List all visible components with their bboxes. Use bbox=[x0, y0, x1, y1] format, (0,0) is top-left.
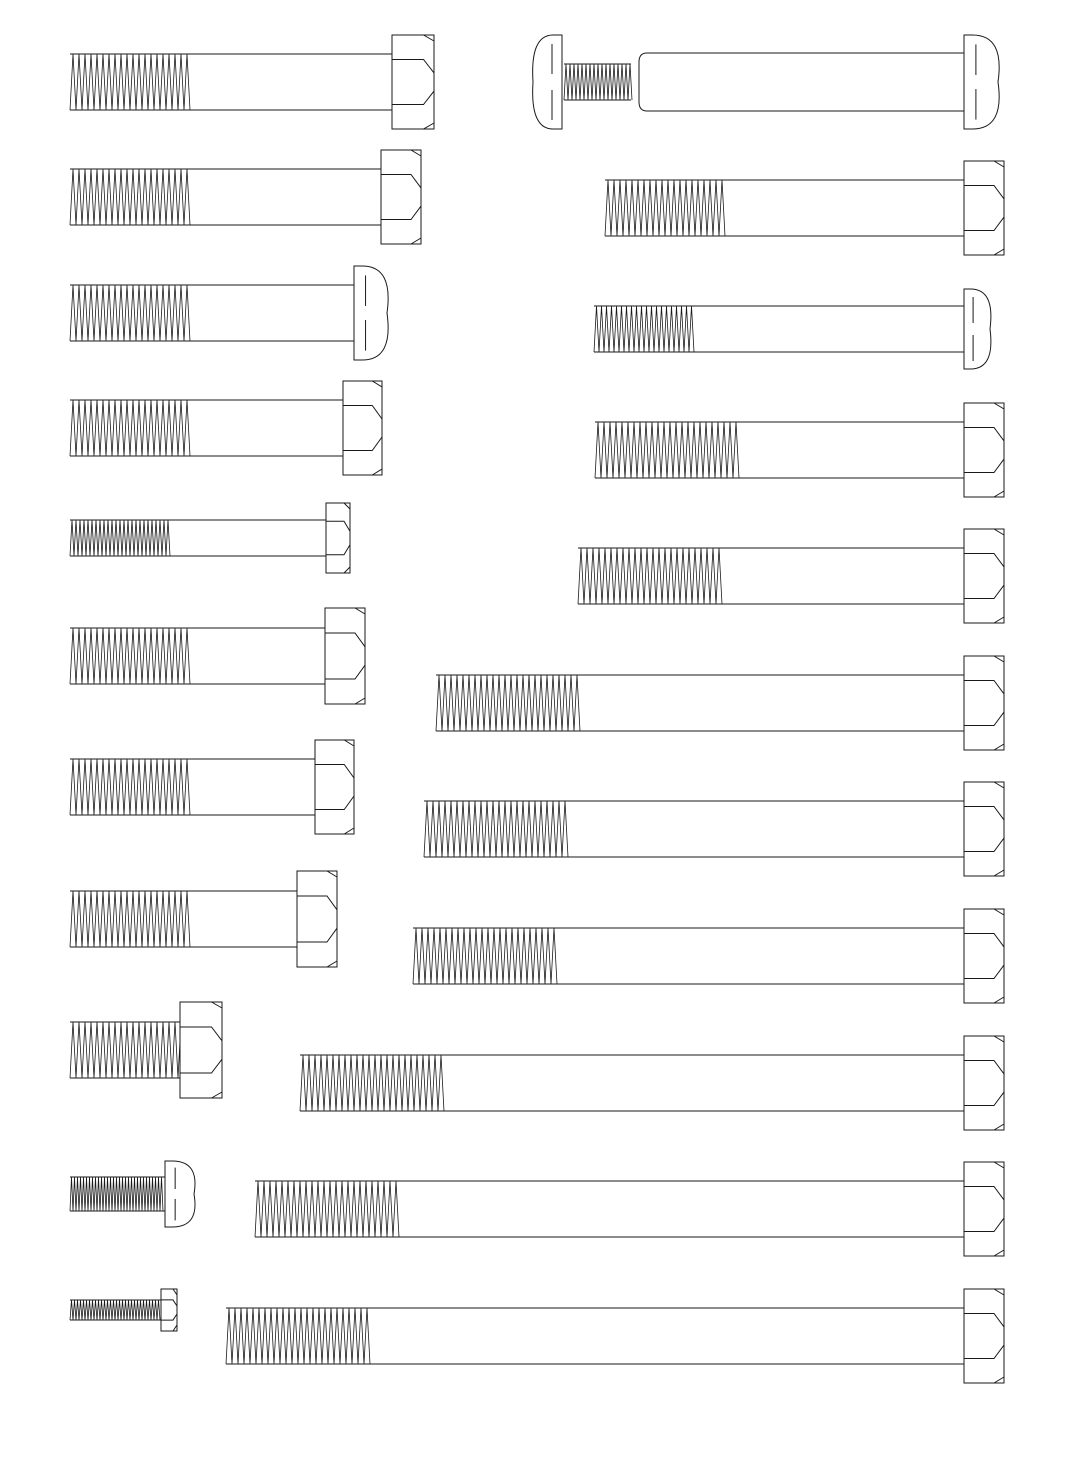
bolt-R11 bbox=[226, 1289, 1004, 1383]
hex-head-icon bbox=[964, 782, 1004, 876]
bolt-L8 bbox=[70, 871, 337, 967]
round-head-icon bbox=[354, 266, 388, 360]
hex-head-icon bbox=[964, 909, 1004, 1003]
hex-head-icon bbox=[964, 1289, 1004, 1383]
hex-head-icon bbox=[326, 503, 350, 573]
hex-head-icon bbox=[964, 1162, 1004, 1256]
hex-head-icon bbox=[964, 529, 1004, 623]
hex-head-icon bbox=[392, 35, 434, 129]
hex-head-icon bbox=[964, 656, 1004, 750]
bolt-L11 bbox=[70, 1289, 177, 1331]
hex-head-icon bbox=[964, 161, 1004, 255]
bolt-R1 bbox=[533, 35, 1000, 129]
round-head-icon bbox=[964, 289, 991, 369]
hex-head-icon bbox=[381, 150, 421, 244]
bolt-R4 bbox=[595, 403, 1004, 497]
round-head-icon bbox=[165, 1161, 195, 1227]
bolt-L7 bbox=[70, 740, 354, 834]
bolt-L3 bbox=[70, 266, 388, 360]
bolt-L6 bbox=[70, 608, 365, 704]
bolt-R6 bbox=[436, 656, 1004, 750]
bolt-L4 bbox=[70, 381, 382, 475]
hex-head-icon bbox=[964, 1036, 1004, 1130]
hex-head-icon bbox=[297, 871, 337, 967]
bolt-R5 bbox=[578, 529, 1004, 623]
hex-head-icon bbox=[161, 1289, 177, 1331]
bolt-L1 bbox=[70, 35, 434, 129]
bolt-R10 bbox=[255, 1162, 1004, 1256]
hex-head-icon bbox=[964, 403, 1004, 497]
bolt-R3 bbox=[594, 289, 991, 369]
bolt-R9 bbox=[300, 1036, 1004, 1130]
round-head-icon bbox=[964, 35, 999, 129]
hex-head-icon bbox=[325, 608, 365, 704]
bolt-L9 bbox=[70, 1002, 222, 1098]
hex-head-icon bbox=[315, 740, 354, 834]
hex-head-icon bbox=[180, 1002, 222, 1098]
bolt-R7 bbox=[424, 782, 1004, 876]
bolt-R8 bbox=[413, 909, 1004, 1003]
bolt-L2 bbox=[70, 150, 421, 244]
bolt-L5 bbox=[70, 503, 350, 573]
bolt-R2 bbox=[605, 161, 1004, 255]
hex-head-icon bbox=[343, 381, 382, 475]
round-head-icon bbox=[533, 35, 562, 129]
bolt-L10 bbox=[70, 1161, 195, 1227]
